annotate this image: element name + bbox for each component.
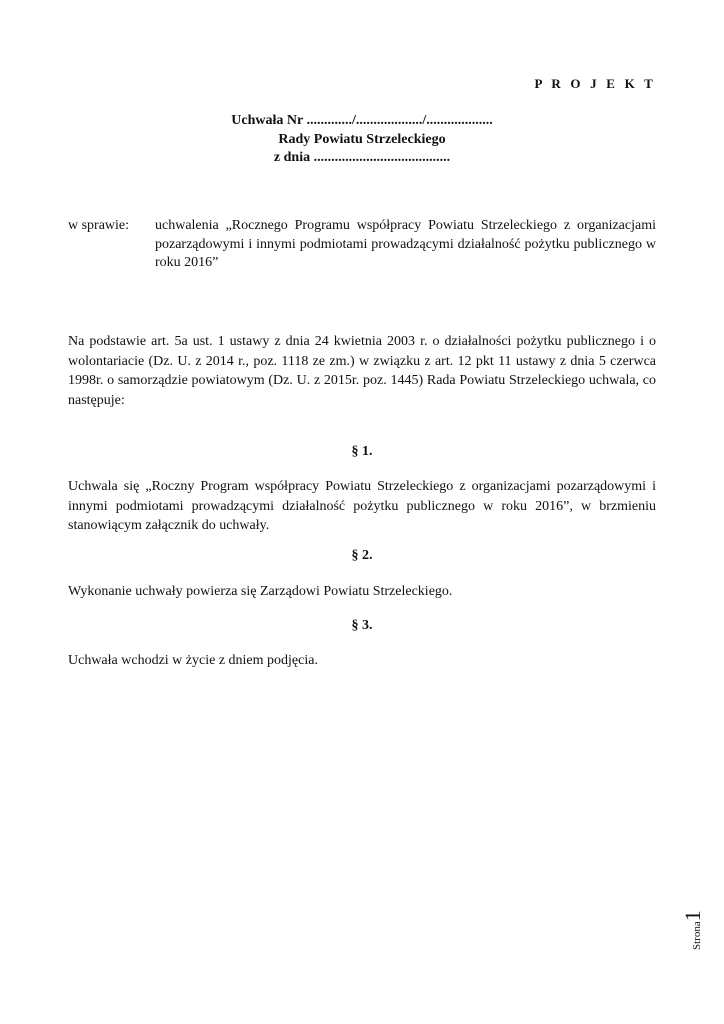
legal-basis-paragraph: Na podstawie art. 5a ust. 1 ustawy z dnia 24 kwietnia 2003 r. o działalności pożytku publicznego i o wolontariacie (Dz. U. z 2014 r., poz. 1118 ze zm.) w związku z art. 12 pkt 11 ustawy z dnia 5 czerwca 1998r. o samorządzie powiatowym (Dz. U. z 2015r. poz. 1445) Rada Powiatu Strzeleckiego uchwala, co następuje: <box>68 334 656 408</box>
page-number: 1 <box>680 910 705 922</box>
resolution-header <box>0 112 724 168</box>
page-label: Strona <box>691 921 703 950</box>
section-1-title: § 1. <box>351 444 373 459</box>
section-1-text: Uchwala się „Roczny Program współpracy Powiatu Strzeleckiego z organizacjami pozarządowymi i innymi podmiotami prowadzącymi działalność pożytku publicznego w roku 2016”, w brzmieniu stanowiącym załącznik do uchwały. <box>68 479 656 533</box>
section-2-text: Wykonanie uchwały powierza się Zarządowi Powiatu Strzeleckiego. <box>68 584 453 599</box>
subject-label: w sprawie: <box>68 218 130 233</box>
resolution-number: Uchwała Nr ............./.................../................... <box>231 113 493 128</box>
section-2-title: § 2. <box>351 548 373 563</box>
projekt-label: P R O J E K T <box>534 76 656 91</box>
subject-text: uchwalenia „Rocznego Programu współpracy Powiatu Strzeleckiego z organizacjami pozarządowymi i innymi podmiotami prowadzącymi działalność pożytku publicznego w roku 2016” <box>155 218 656 270</box>
resolution-date: z dnia ....................................... <box>273 150 451 165</box>
section-3-text: Uchwała wchodzi w życie z dniem podjęcia. <box>68 653 318 668</box>
page-footer <box>680 900 710 960</box>
section-3-title: § 3. <box>351 618 373 633</box>
council-name: Rady Powiatu Strzeleckiego <box>278 131 446 147</box>
subject-block <box>68 217 656 273</box>
